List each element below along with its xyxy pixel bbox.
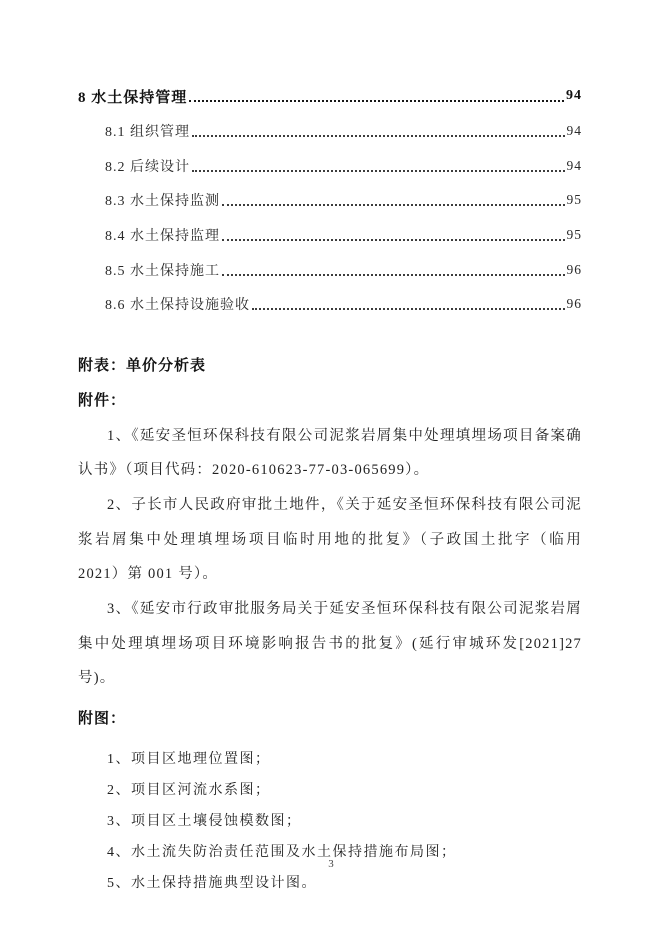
appendix-section [78,349,582,900]
attachment-item: 3、《延安市行政审批服务局关于延安圣恒环保科技有限公司泥浆岩屑集中处理填埋场项目环境影响报告书的批复》(延行审城环发[2021]27 号)。 [78,601,582,687]
toc-dot-leader [189,90,564,102]
figures-heading: 附图： [78,711,127,728]
figure-list-item: 4、水土流失防治责任范围及水土保持措施布局图； [107,845,457,861]
toc-dot-leader [192,125,565,137]
toc-dot-leader [192,160,565,172]
toc-entry [78,183,582,218]
figure-list-item: 2、项目区河流水系图； [107,783,271,799]
toc-dot-leader [222,229,565,241]
toc-page-number: 96 [566,296,582,312]
toc-entry [78,287,582,322]
figure-list [78,744,582,899]
toc-entry [78,252,582,287]
toc-entry [78,114,582,149]
toc-entry [78,218,582,253]
page-number-footer: 3 [328,858,334,870]
toc-entry-label: 8.4 水土保持监理 [105,229,220,245]
toc-page-number: 95 [566,227,582,243]
toc-chapter-label: 8 水土保持管理 [78,89,188,106]
attachment-item: 2、子长市人民政府审批土地件，《关于延安圣恒环保科技有限公司泥浆岩屑集中处理填埋场项目临时用地的批复》（子政国土批字（临用 2021）第 001 号）。 [78,496,582,583]
toc-entry-label: 8.3 水土保持监测 [105,194,220,210]
toc-dot-leader [222,264,565,276]
toc-page-number: 96 [566,261,582,277]
figure-list-item: 3、项目区土壤侵蚀模数图； [107,814,302,830]
toc-page-number: 94 [566,157,582,173]
toc-page-number: 94 [566,123,582,139]
figure-list-item: 5、水土保持措施典型设计图。 [107,876,317,892]
toc-chapter-page-number: 94 [566,88,582,103]
toc-chapter-entry [78,78,582,114]
toc-entry-label: 8.1 组织管理 [105,125,190,141]
figure-list-item: 1、项目区地理位置图； [107,752,271,768]
attachments-heading: 附件： [78,392,127,409]
toc-page-number: 95 [566,192,582,208]
toc-entry-label: 8.5 水土保持施工 [105,263,220,279]
toc-entry-label: 8.6 水土保持设施验收 [105,298,250,314]
toc-dot-leader [222,194,565,206]
attachment-item: 1、《延安圣恒环保科技有限公司泥浆岩屑集中处理填埋场项目备案确认书》（项目代码：2020-610623-77-03-065699）。 [78,427,582,479]
toc-dot-leader [252,298,565,310]
toc-entry-label: 8.2 后续设计 [105,159,190,175]
table-of-contents [78,0,582,322]
appendix-tables-heading: 附表：单价分析表 [78,357,207,374]
toc-entry [78,149,582,184]
